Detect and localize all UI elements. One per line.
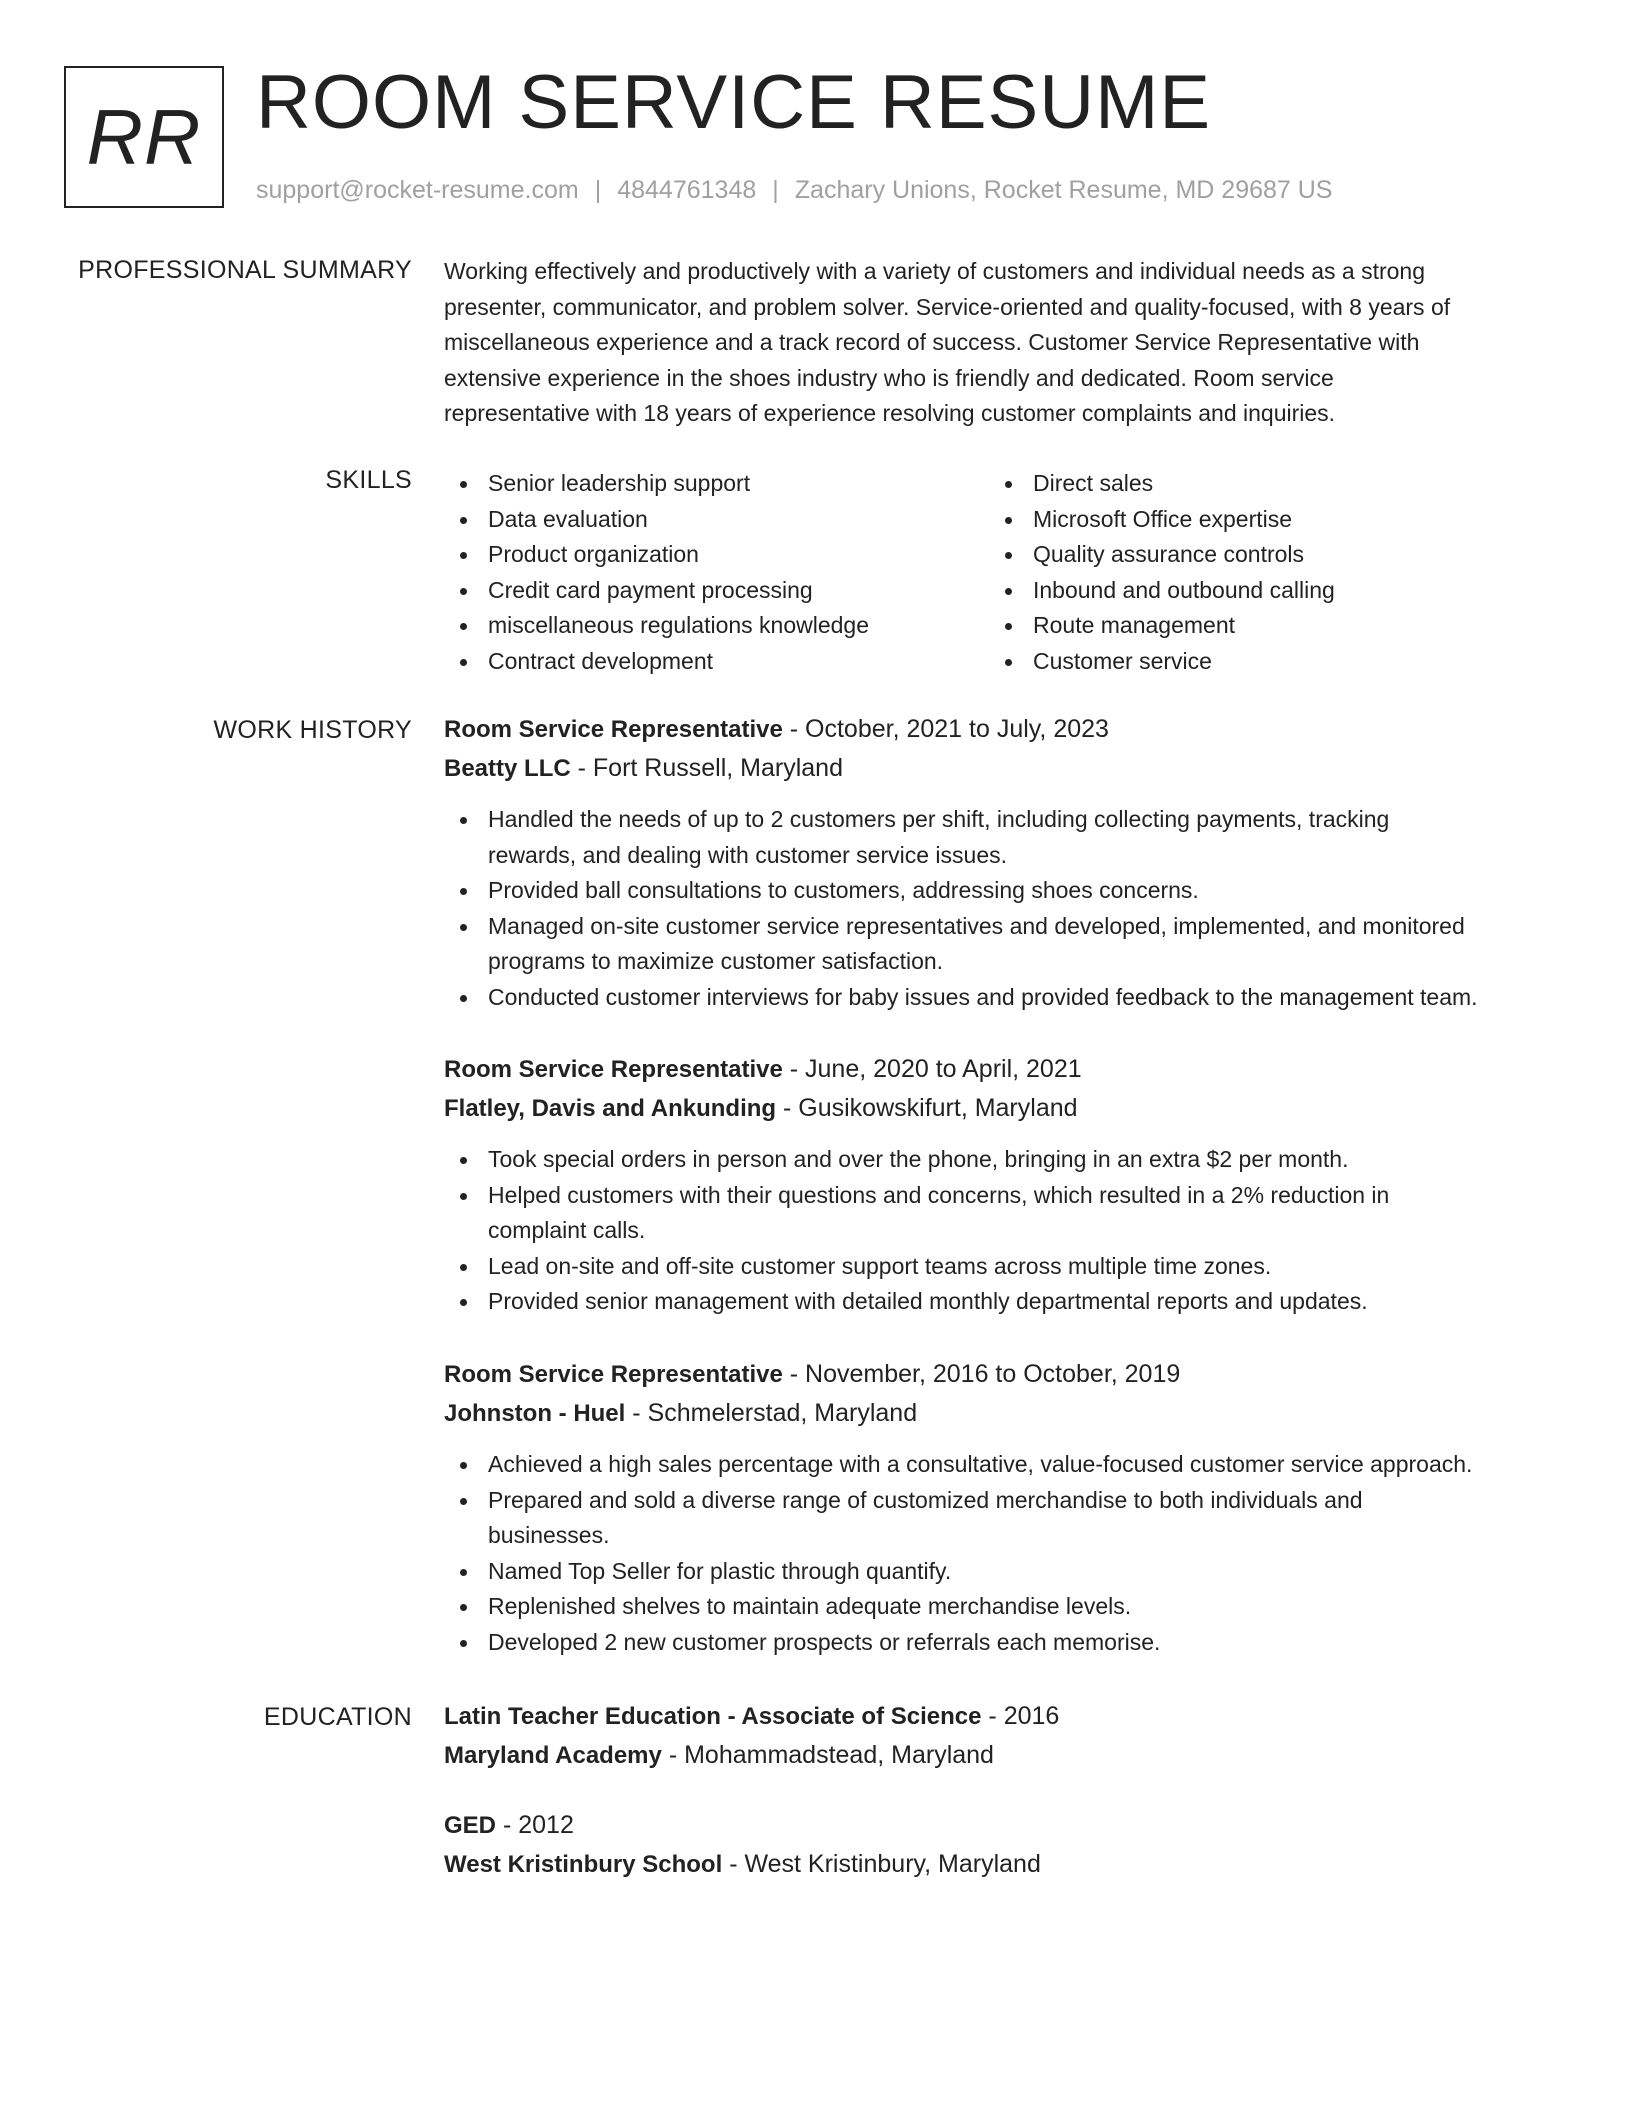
skill-item: Microsoft Office expertise — [989, 502, 1534, 538]
education-entry — [444, 1806, 1564, 1884]
degree-name: Latin Teacher Education - Associate of Science — [444, 1703, 982, 1730]
school-name: Maryland Academy — [444, 1742, 662, 1769]
monogram-logo: RR — [64, 66, 224, 208]
job-bullet: Prepared and sold a diverse range of customized merchandise to both individuals and businesses. — [444, 1483, 1564, 1554]
contact-email[interactable]: support@rocket-resume.com — [256, 176, 579, 204]
job-company: Beatty LLC — [444, 755, 571, 782]
contact-separator: | — [594, 176, 602, 204]
job-location: - Gusikowskifurt, Maryland — [776, 1094, 1078, 1122]
job-bullets — [444, 802, 1564, 1016]
degree-name: GED — [444, 1812, 497, 1839]
skill-item: Senior leadership support — [444, 466, 989, 502]
summary-line: presenter, communicator, and problem solver. Service-oriented and quality-focused, with 8 years of — [444, 293, 1451, 320]
skills-column-left — [444, 466, 989, 680]
job-title-line — [444, 1355, 1564, 1394]
summary-line: Working effectively and productively with a variety of customers and individual needs as a strong — [444, 258, 1425, 284]
skill-item: Quality assurance controls — [989, 537, 1534, 573]
section-label-skills: SKILLS — [325, 466, 412, 494]
degree-line — [444, 1697, 1564, 1736]
job-location: - Schmelerstad, Maryland — [625, 1399, 918, 1427]
section-label-work: WORK HISTORY — [213, 716, 412, 744]
education-entry — [444, 1697, 1564, 1775]
job-location: - Fort Russell, Maryland — [570, 754, 843, 782]
summary-line: extensive experience in the shoes industry who is friendly and dedicated. Room service — [444, 364, 1334, 391]
skill-item: Inbound and outbound calling — [989, 573, 1534, 609]
skill-item: Credit card payment processing — [444, 573, 989, 609]
school-location: - Mohammadstead, Maryland — [661, 1741, 994, 1769]
job-title-line — [444, 1050, 1564, 1089]
job-bullet: Named Top Seller for plastic through quantify. — [444, 1554, 1564, 1590]
contact-phone[interactable]: 4844761348 — [617, 176, 757, 204]
job-bullet: Managed on-site customer service representatives and developed, implemented, and monitored programs to maximize customer satisfaction. — [444, 909, 1564, 980]
job-entry — [444, 710, 1564, 1016]
job-title: Room Service Representative — [444, 716, 783, 743]
skill-item: Direct sales — [989, 466, 1534, 502]
skill-item: miscellaneous regulations knowledge — [444, 608, 989, 644]
job-dates: - November, 2016 to October, 2019 — [782, 1360, 1181, 1388]
contact-line — [256, 174, 1333, 206]
job-company-line — [444, 1394, 1564, 1433]
school-location: - West Kristinbury, Maryland — [722, 1850, 1041, 1878]
job-title-line — [444, 710, 1564, 749]
section-label-summary: PROFESSIONAL SUMMARY — [78, 256, 412, 284]
skill-item: Data evaluation — [444, 502, 989, 538]
job-dates: - October, 2021 to July, 2023 — [782, 715, 1109, 743]
skills-list — [444, 466, 1564, 680]
contact-address: Zachary Unions, Rocket Resume, MD 29687 US — [794, 176, 1333, 204]
job-bullet: Lead on-site and off-site customer support teams across multiple time zones. — [444, 1249, 1564, 1285]
job-title: Room Service Representative — [444, 1361, 783, 1388]
job-bullet: Replenished shelves to maintain adequate merchandise levels. — [444, 1589, 1564, 1625]
summary-line: miscellaneous experience and a track record of success. Customer Service Representative with — [444, 329, 1420, 356]
job-entry — [444, 1050, 1564, 1320]
skill-item: Contract development — [444, 644, 989, 680]
job-bullet: Provided ball consultations to customers, addressing shoes concerns. — [444, 873, 1564, 909]
job-bullet: Developed 2 new customer prospects or referrals each memorise. — [444, 1625, 1564, 1661]
job-company: Johnston - Huel — [444, 1400, 626, 1427]
section-label-education: EDUCATION — [263, 1703, 412, 1731]
job-bullet: Handled the needs of up to 2 customers per shift, including collecting payments, tracking rewards, and dealing with customer service issues. — [444, 802, 1564, 873]
summary-text — [444, 254, 1564, 432]
job-company-line — [444, 749, 1564, 788]
degree-year: - 2016 — [981, 1702, 1060, 1730]
job-company-line — [444, 1089, 1564, 1128]
job-company: Flatley, Davis and Ankunding — [444, 1095, 777, 1122]
job-bullet: Took special orders in person and over the phone, bringing in an extra $2 per month. — [444, 1142, 1564, 1178]
skill-item: Customer service — [989, 644, 1534, 680]
resume-title: ROOM SERVICE RESUME — [256, 60, 1212, 145]
job-bullet: Achieved a high sales percentage with a consultative, value-focused customer service approach. — [444, 1447, 1564, 1483]
school-line — [444, 1736, 1564, 1775]
job-bullet: Provided senior management with detailed monthly departmental reports and updates. — [444, 1284, 1564, 1320]
skills-column-right — [989, 466, 1534, 680]
school-name: West Kristinbury School — [444, 1851, 723, 1878]
job-bullet: Helped customers with their questions and concerns, which resulted in a 2% reduction in complaint calls. — [444, 1178, 1564, 1249]
job-dates: - June, 2020 to April, 2021 — [782, 1055, 1082, 1083]
job-title: Room Service Representative — [444, 1056, 783, 1083]
degree-line — [444, 1806, 1564, 1845]
summary-line: representative with 18 years of experience resolving customer complaints and inquiries. — [444, 400, 1336, 427]
job-bullets — [444, 1142, 1564, 1320]
skill-item: Product organization — [444, 537, 989, 573]
job-entry — [444, 1355, 1564, 1661]
school-line — [444, 1845, 1564, 1884]
contact-separator: | — [772, 176, 779, 204]
degree-year: - 2012 — [496, 1811, 574, 1839]
job-bullets — [444, 1447, 1564, 1661]
job-bullet: Conducted customer interviews for baby issues and provided feedback to the management team. — [444, 980, 1564, 1016]
skill-item: Route management — [989, 608, 1534, 644]
